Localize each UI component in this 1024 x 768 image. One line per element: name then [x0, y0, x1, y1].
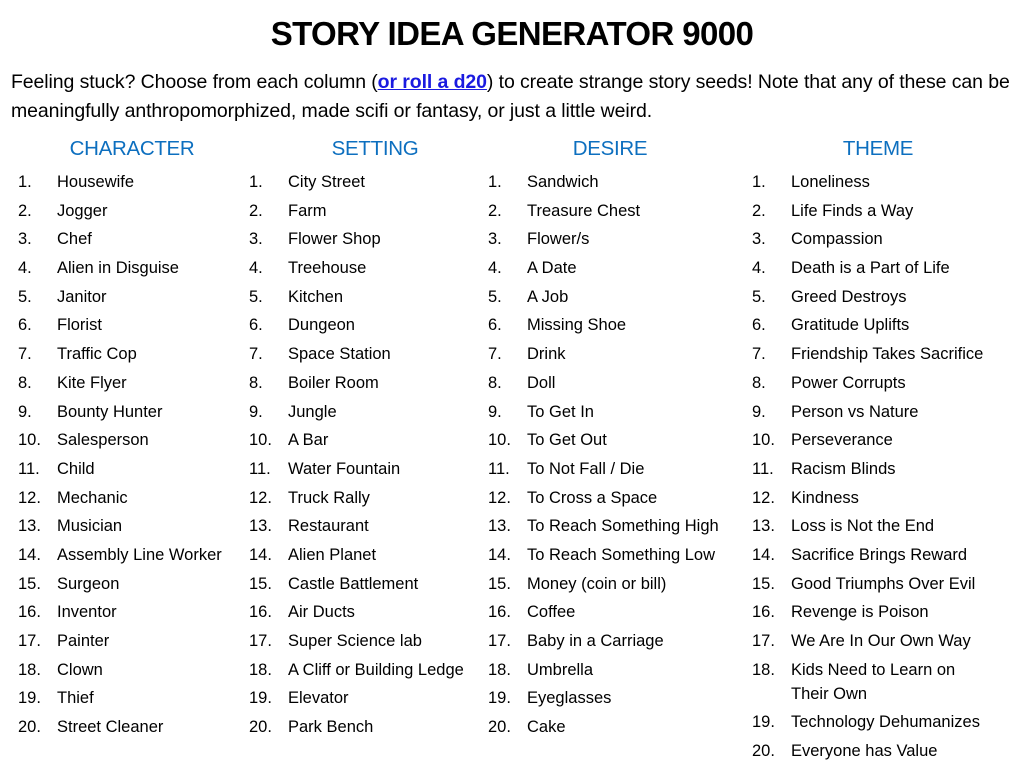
item-number: 1. — [249, 173, 263, 191]
item-number: 14. — [752, 545, 775, 564]
item-number: 10. — [488, 431, 511, 450]
item-text: To Get Out — [527, 431, 607, 450]
item-number: 7. — [18, 345, 32, 364]
item-text: Musician — [57, 517, 123, 536]
page-title: STORY IDEA GENERATOR 9000 — [270, 15, 754, 52]
item-number: 5. — [249, 287, 263, 306]
item-text: Park Bench — [288, 718, 374, 737]
item-text: To Reach Something Low — [527, 545, 716, 564]
item-text: Florist — [57, 316, 102, 335]
item-text: Kitchen — [288, 287, 344, 306]
item-number: 1. — [488, 173, 502, 191]
item-number: 14. — [18, 545, 41, 564]
item-number: 5. — [18, 287, 32, 306]
item-number: 16. — [752, 603, 775, 622]
item-number: 5. — [752, 287, 766, 306]
item-number: 8. — [752, 373, 766, 392]
item-text: Missing Shoe — [527, 316, 627, 335]
item-text: City Street — [288, 173, 366, 191]
item-number: 14. — [488, 545, 511, 564]
item-text: Compassion — [791, 230, 883, 249]
item-number: 9. — [752, 402, 766, 421]
item-number: 19. — [752, 713, 775, 732]
item-number: 16. — [488, 603, 511, 622]
item-number: 18. — [249, 660, 272, 679]
item-text: Dungeon — [288, 316, 355, 335]
item-text: Sandwich — [527, 173, 599, 191]
item-number: 20. — [488, 718, 511, 737]
item-number: 11. — [249, 459, 271, 478]
item-number: 13. — [249, 517, 272, 536]
item-number: 9. — [249, 402, 263, 421]
item-number: 14. — [249, 545, 272, 564]
item-number: 8. — [18, 373, 32, 392]
item-text: Cake — [527, 718, 566, 737]
item-number: 12. — [18, 488, 41, 507]
item-number: 11. — [18, 459, 40, 478]
item-text: Perseverance — [791, 431, 893, 450]
item-text: Loss is Not the End — [791, 517, 935, 536]
item-text: Gratitude Uplifts — [791, 316, 910, 335]
item-text: Farm — [288, 201, 327, 220]
column-header-desire: DESIRE — [572, 137, 648, 160]
item-text: Clown — [57, 660, 103, 679]
item-text: Racism Blinds — [791, 459, 896, 478]
item-number: 4. — [488, 259, 502, 278]
item-number: 18. — [488, 660, 511, 679]
item-text: Air Ducts — [288, 603, 355, 622]
intro-before: Feeling stuck? Choose from each column ( — [11, 71, 378, 93]
item-text: Person vs Nature — [791, 402, 919, 421]
item-text: To Get In — [527, 402, 594, 421]
column-header-setting: SETTING — [331, 137, 419, 160]
item-text: Salesperson — [57, 431, 149, 450]
item-number: 3. — [752, 230, 766, 249]
item-text: Water Fountain — [288, 459, 401, 478]
item-text: Super Science lab — [288, 632, 422, 650]
item-number: 10. — [18, 431, 41, 450]
item-text: Revenge is Poison — [791, 603, 929, 622]
item-number: 3. — [18, 230, 32, 249]
item-text: Sacrifice Brings Reward — [791, 545, 968, 564]
item-text: Good Triumphs Over Evil — [791, 574, 976, 593]
item-number: 17. — [488, 632, 511, 650]
item-text: Death is a Part of Life — [791, 259, 950, 278]
item-number: 2. — [18, 201, 32, 220]
item-number: 15. — [488, 574, 511, 593]
item-text: Housewife — [57, 173, 135, 191]
item-text: Painter — [57, 632, 110, 650]
item-text: Assembly Line Worker — [57, 545, 222, 564]
item-text: Greed Destroys — [791, 287, 907, 306]
item-text: Loneliness — [791, 173, 870, 191]
item-number: 2. — [752, 201, 766, 220]
item-number: 6. — [249, 316, 263, 335]
item-text: Mechanic — [57, 488, 128, 507]
item-text: A Cliff or Building Ledge — [288, 660, 464, 679]
item-number: 2. — [488, 201, 502, 220]
item-text: Friendship Takes Sacrifice — [791, 345, 984, 364]
item-number: 13. — [488, 517, 511, 536]
item-number: 11. — [488, 459, 510, 478]
item-text: Everyone has Value — [791, 742, 938, 761]
item-number: 3. — [488, 230, 502, 249]
item-number: 12. — [249, 488, 272, 507]
item-number: 1. — [752, 173, 766, 191]
item-number: 9. — [488, 402, 502, 421]
item-text: To Cross a Space — [527, 488, 658, 507]
item-number: 15. — [752, 574, 775, 593]
item-text: Umbrella — [527, 660, 594, 679]
item-number: 5. — [488, 287, 502, 306]
item-number: 18. — [752, 660, 775, 679]
item-number: 7. — [488, 345, 502, 364]
item-text: Jogger — [57, 201, 108, 220]
item-text: Coffee — [527, 603, 576, 622]
intro-text — [11, 68, 1019, 126]
item-number: 8. — [488, 373, 502, 392]
item-text: Power Corrupts — [791, 373, 906, 392]
intro-after: ) to create strange story seeds! Note that any of these can be meaningfully anthropomorphized, made scifi or fantasy, or just a little weird. — [11, 71, 1010, 122]
item-text: Restaurant — [288, 517, 369, 536]
item-text: A Date — [527, 259, 577, 278]
item-number: 7. — [249, 345, 263, 364]
item-text: Life Finds a Way — [791, 201, 914, 220]
column-header-theme: THEME — [842, 137, 914, 160]
item-number: 12. — [752, 488, 775, 507]
item-number: 1. — [18, 173, 32, 191]
item-number: 19. — [488, 689, 511, 708]
item-text: Treasure Chest — [527, 201, 641, 220]
item-text: Doll — [527, 373, 556, 392]
item-text: Surgeon — [57, 574, 120, 593]
item-text: Eyeglasses — [527, 689, 612, 708]
item-number: 19. — [249, 689, 272, 708]
item-number: 8. — [249, 373, 263, 392]
item-text: Jungle — [288, 402, 337, 421]
item-number: 15. — [249, 574, 272, 593]
item-text: Treehouse — [288, 259, 367, 278]
item-number: 17. — [249, 632, 272, 650]
column-header-character: CHARACTER — [69, 137, 195, 160]
item-number: 18. — [18, 660, 41, 679]
item-number: 7. — [752, 345, 766, 364]
item-number: 4. — [18, 259, 32, 278]
item-number: 10. — [249, 431, 272, 450]
item-text: Alien in Disguise — [57, 259, 179, 278]
item-text: Kindness — [791, 488, 859, 507]
item-number: 17. — [752, 632, 775, 650]
item-number: 6. — [18, 316, 32, 335]
item-text: Inventor — [57, 603, 117, 622]
item-number: 16. — [18, 603, 41, 622]
item-number: 4. — [752, 259, 766, 278]
item-text: Chef — [57, 230, 92, 249]
item-text: Flower/s — [527, 230, 590, 249]
item-text: Child — [57, 459, 95, 478]
item-number: 17. — [18, 632, 41, 650]
item-number: 10. — [752, 431, 775, 450]
item-number: 20. — [752, 742, 775, 761]
item-number: 13. — [752, 517, 775, 536]
item-number: 20. — [249, 718, 272, 737]
item-text: Baby in a Carriage — [527, 632, 664, 650]
item-text: Traffic Cop — [57, 345, 137, 364]
item-number: 4. — [249, 259, 263, 278]
item-number: 11. — [752, 459, 774, 478]
item-text: To Reach Something High — [527, 517, 719, 536]
item-number: 9. — [18, 402, 32, 421]
item-number: 16. — [249, 603, 272, 622]
item-number: 12. — [488, 488, 511, 507]
item-number: 6. — [488, 316, 502, 335]
item-number: 20. — [18, 718, 41, 737]
item-text: Technology Dehumanizes — [791, 713, 980, 732]
item-number: 15. — [18, 574, 41, 593]
item-text: Flower Shop — [288, 230, 381, 249]
item-text: Street Cleaner — [57, 718, 164, 737]
item-number: 6. — [752, 316, 766, 335]
item-text: Elevator — [288, 689, 349, 708]
item-number: 13. — [18, 517, 41, 536]
item-text: A Job — [527, 287, 569, 306]
roll-d20-link[interactable]: or roll a d20 — [377, 71, 487, 93]
item-text: Kids Need to Learn on Their Own — [791, 660, 956, 703]
item-text: Thief — [57, 689, 94, 708]
item-number: 3. — [249, 230, 263, 249]
item-text: To Not Fall / Die — [527, 459, 645, 478]
item-text: Kite Flyer — [57, 373, 127, 392]
item-number: 2. — [249, 201, 263, 220]
item-text: Space Station — [288, 345, 391, 364]
item-text: Alien Planet — [288, 545, 377, 564]
item-text: Janitor — [57, 287, 107, 306]
item-text: Truck Rally — [288, 488, 370, 507]
item-number: 19. — [18, 689, 41, 708]
item-text: Castle Battlement — [288, 574, 419, 593]
item-text: Boiler Room — [288, 373, 379, 392]
item-text: We Are In Our Own Way — [791, 632, 971, 650]
item-text: Drink — [527, 345, 566, 364]
item-text: Bounty Hunter — [57, 402, 163, 421]
item-text: Money (coin or bill) — [527, 574, 667, 593]
item-text: A Bar — [288, 431, 329, 450]
